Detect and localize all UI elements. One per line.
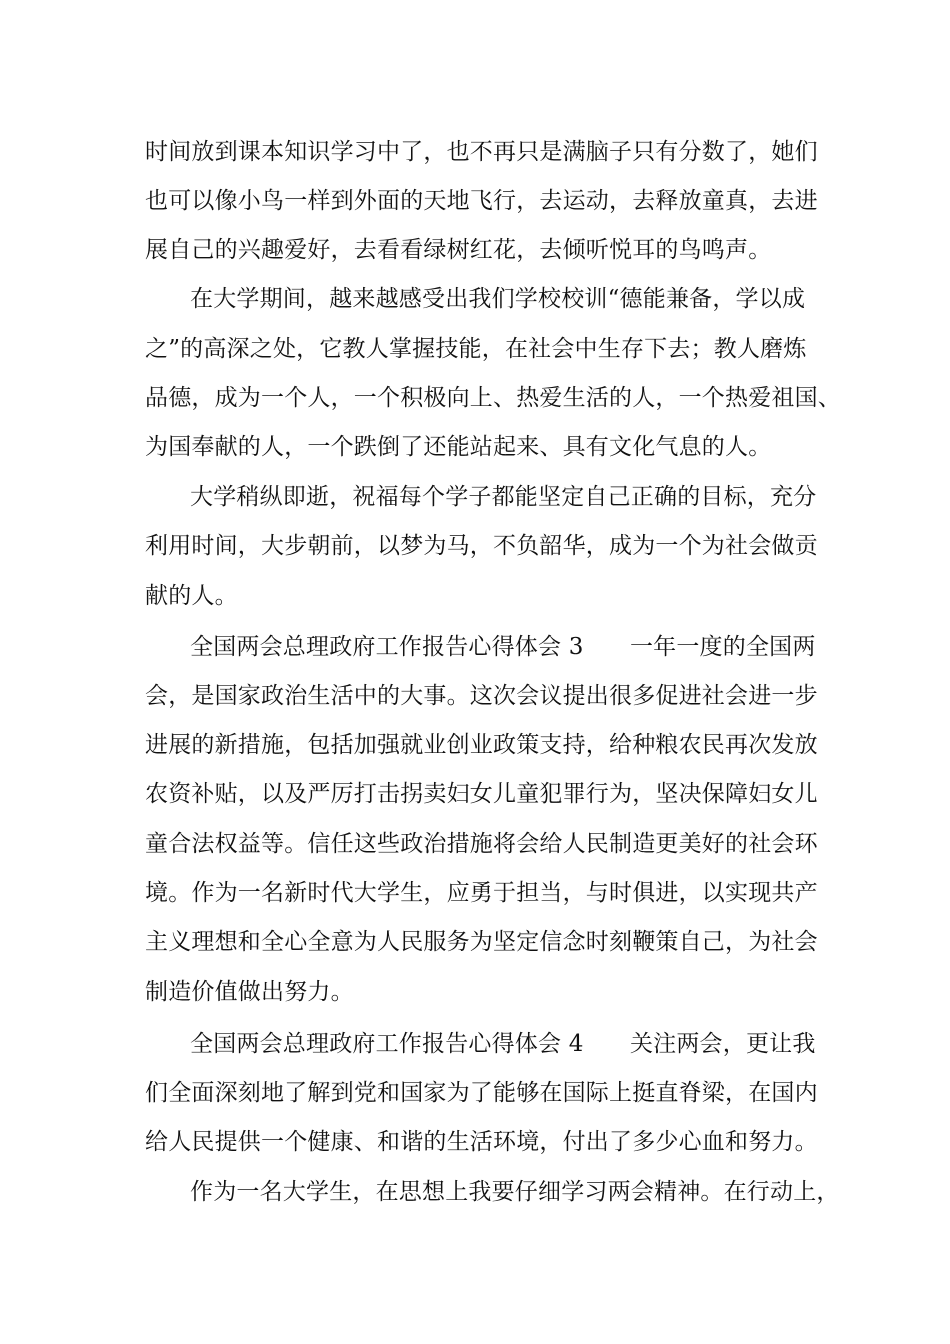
- paragraph-line: 利用时间，大步朝前，以梦为马，不负韶华，成为一个为社会做贡: [145, 533, 818, 559]
- paragraph-line: 为国奉献的人，一个跌倒了还能站起来、具有文化气息的人。: [145, 434, 772, 460]
- paragraph-line: 献的人。: [145, 583, 238, 609]
- paragraph-line: 进展的新措施，包括加强就业创业政策支持，给种粮农民再次发放: [145, 732, 818, 758]
- paragraph-line: 在大学期间，越来越感受出我们学校校训“德能兼备，学以成: [190, 286, 806, 312]
- paragraph-line: 主义理想和全心全意为人民服务为坚定信念时刻鞭策自己，为社会: [145, 929, 818, 955]
- paragraph-line: 也可以像小鸟一样到外面的天地飞行，去运动，去释放童真，去进: [145, 188, 818, 214]
- paragraph-line: 作为一名大学生，在思想上我要仔细学习两会精神。在行动上，: [190, 1179, 840, 1205]
- paragraph-line: 大学稍纵即逝，祝福每个学子都能坚定自己正确的目标，充分: [190, 484, 817, 510]
- paragraph-line: 农资补贴，以及严厉打击拐卖妇女儿童犯罪行为，坚决保障妇女儿: [145, 781, 818, 807]
- paragraph-line: 时间放到课本知识学习中了，也不再只是满脑子只有分数了，她们: [145, 139, 818, 165]
- paragraph-line: 会，是国家政治生活中的大事。这次会议提出很多促进社会进一步: [145, 683, 818, 709]
- paragraph-line: 之”的高深之处，它教人掌握技能，在社会中生存下去；教人磨炼: [145, 336, 807, 362]
- paragraph-line: 品德，成为一个人，一个积极向上、热爱生活的人，一个热爱祖国、: [145, 385, 841, 411]
- paragraph-line: 全国两会总理政府工作报告心得体会 4 关注两会，更让我: [190, 1031, 816, 1057]
- paragraph-line: 童合法权益等。信任这些政治措施将会给人民制造更美好的社会环: [145, 831, 818, 857]
- paragraph-line: 境。作为一名新时代大学生，应勇于担当，与时俱进，以实现共产: [145, 880, 818, 906]
- paragraph-line: 全国两会总理政府工作报告心得体会 3 一年一度的全国两: [190, 634, 816, 660]
- paragraph-line: 展自己的兴趣爱好，去看看绿树红花，去倾听悦耳的鸟鸣声。: [145, 237, 772, 263]
- paragraph-line: 给人民提供一个健康、和谐的生活环境，付出了多少心血和努力。: [145, 1129, 818, 1155]
- paragraph-line: 制造价值做出努力。: [145, 979, 354, 1005]
- paragraph-line: 们全面深刻地了解到党和国家为了能够在国际上挺直脊梁，在国内: [145, 1080, 818, 1106]
